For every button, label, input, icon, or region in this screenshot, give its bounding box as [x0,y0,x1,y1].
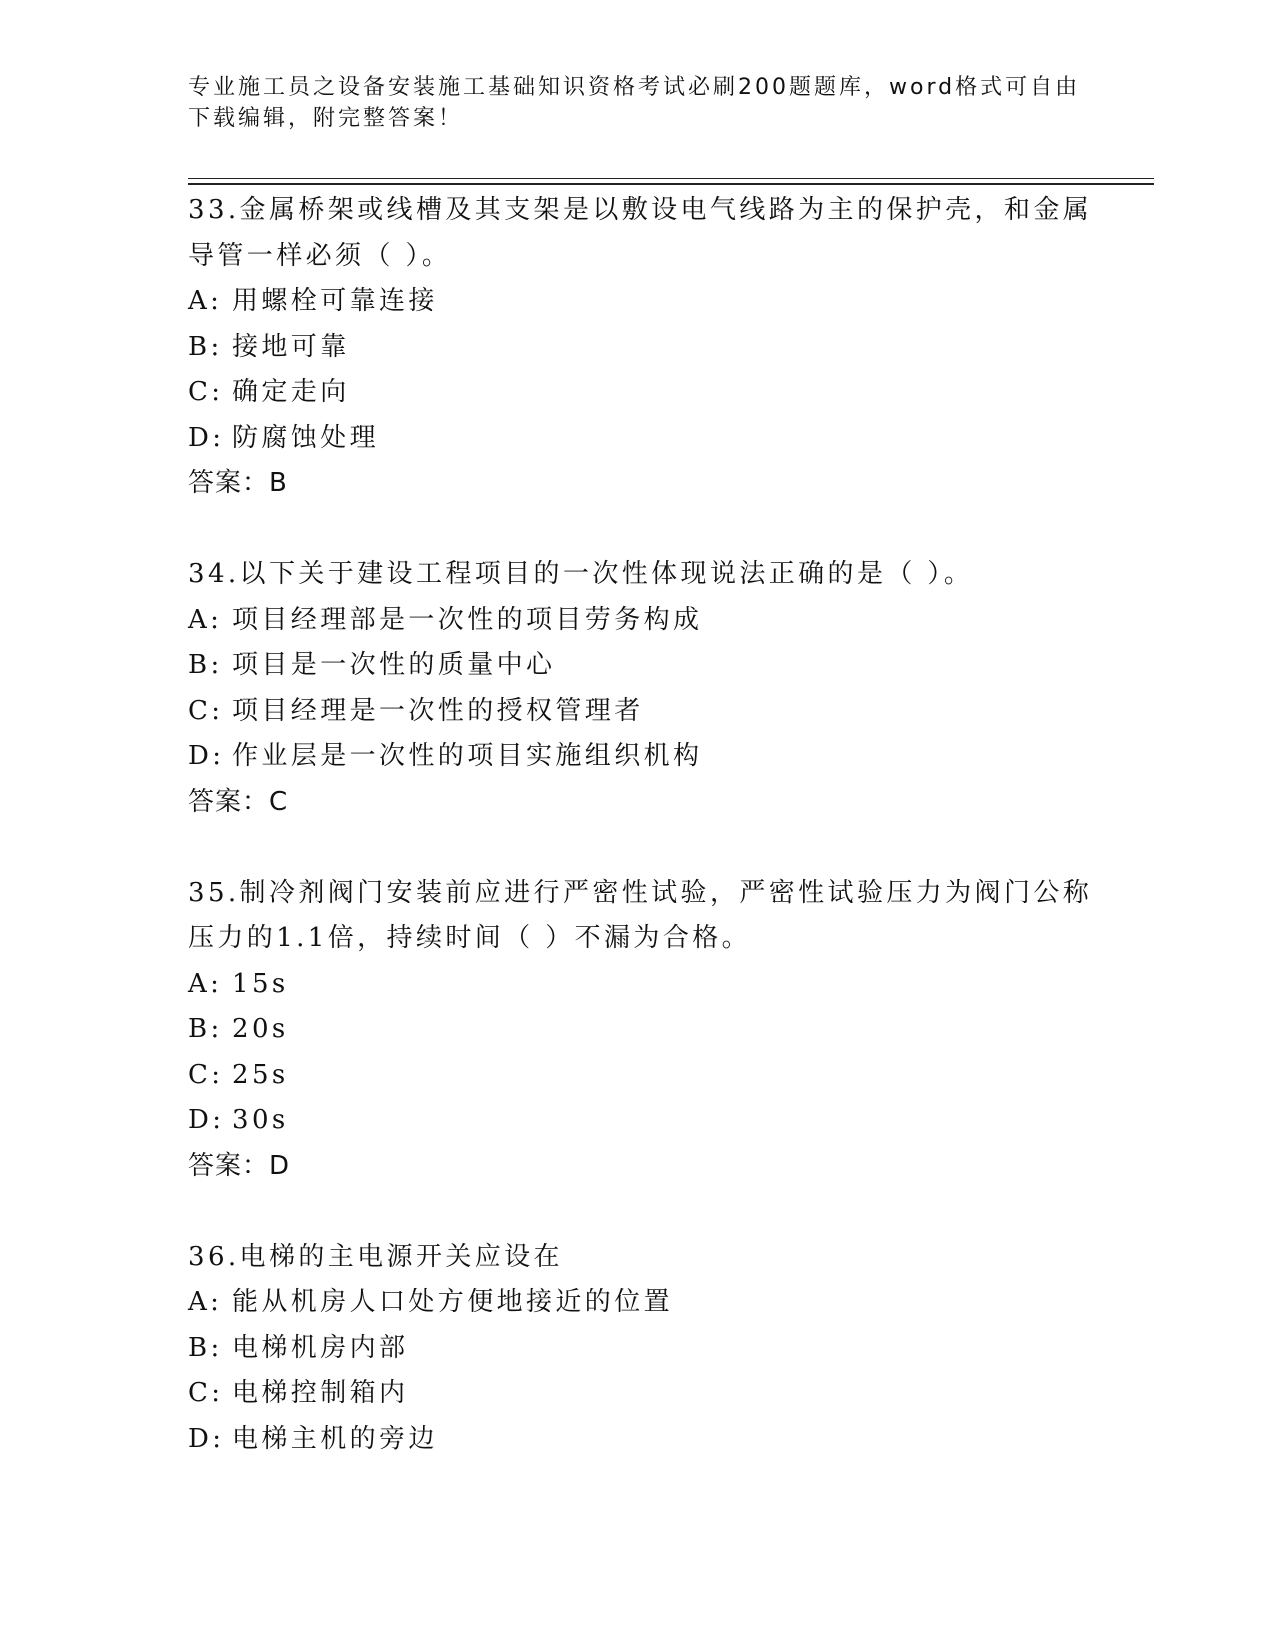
option-a [188,1280,1148,1326]
option-text: 项目经理是一次性的授权管理者 [232,695,644,726]
question-text-line-2: 压力的1.1倍，持续时间（ ）不漏为合格。 [188,923,752,953]
document-header [188,72,1081,134]
option-c [188,1371,1148,1417]
option-letter: B: [188,331,223,362]
question-text-line-1: 35.制冷剂阀门安装前应进行严密性试验，严密性试验压力为阀门公称 [188,877,1093,908]
answer-line: 答案：B [188,468,288,498]
option-b [188,325,1148,371]
option-letter: B: [188,1332,223,1363]
question-text-line-1: 33.金属桥架或线槽及其支架是以敷设电气线路为主的保护壳，和金属 [188,195,1093,225]
spacer [188,1189,1148,1235]
option-text: 30s [232,1105,289,1135]
option-c [188,689,1148,735]
option-text: 用螺栓可靠连接 [232,286,438,316]
header-line-2: 下载编辑，附完整答案！ [188,106,464,131]
option-letter: A: [188,286,223,316]
option-text: 项目是一次性的质量中心 [232,650,556,680]
option-b [188,643,1148,689]
answer-line: 答案：D [188,1150,291,1181]
option-text: 电梯主机的旁边 [232,1423,438,1454]
question-34 [188,552,1148,825]
option-letter: C: [188,695,224,726]
option-text: 能从机房人口处方便地接近的位置 [232,1287,674,1317]
spacer [188,825,1148,871]
option-letter: C: [188,377,224,407]
option-text: 20s [232,1014,289,1044]
question-36 [188,1235,1148,1463]
option-text: 电梯控制箱内 [232,1378,409,1408]
option-d [188,734,1148,780]
option-letter: D: [188,1105,225,1135]
option-letter: C: [188,1059,224,1090]
option-letter: B: [188,1014,223,1044]
question-text-line-1: 36.电梯的主电源开关应设在 [188,1241,563,1272]
option-text: 作业层是一次性的项目实施组织机构 [232,741,703,771]
option-text: 项目经理部是一次性的项目劳务构成 [232,604,703,635]
option-d [188,1417,1148,1463]
option-text: 15s [232,968,289,999]
option-letter: A: [188,968,223,999]
option-text: 防腐蚀处理 [232,422,380,453]
option-d [188,1098,1148,1144]
option-letter: B: [188,650,223,680]
option-letter: C: [188,1378,224,1408]
option-c [188,370,1148,416]
option-letter: A: [188,604,223,635]
question-33 [188,188,1148,507]
question-text-line-2: 导管一样必须（ ）。 [188,240,452,271]
option-letter: A: [188,1287,223,1317]
header-divider-thick [188,183,1154,185]
option-text: 25s [232,1059,289,1090]
header-divider-thin [188,178,1154,179]
question-text-line-1: 34.以下关于建设工程项目的一次性体现说法正确的是（ ）。 [188,559,974,589]
option-text: 接地可靠 [232,331,350,362]
option-a [188,598,1148,644]
option-letter: D: [188,422,225,453]
question-35 [188,871,1148,1190]
option-text: 确定走向 [232,377,350,407]
option-b [188,1007,1148,1053]
answer-line: 答案：C [188,786,289,817]
option-c [188,1053,1148,1099]
header-line-1: 专业施工员之设备安装施工基础知识资格考试必刷200题题库，word格式可自由 [188,75,1081,100]
option-letter: D: [188,1423,225,1454]
option-text: 电梯机房内部 [232,1332,409,1363]
spacer [188,507,1148,553]
option-letter: D: [188,741,225,771]
option-d [188,416,1148,462]
option-a [188,962,1148,1008]
option-b [188,1326,1148,1372]
option-a [188,279,1148,325]
question-list [188,188,1148,1462]
